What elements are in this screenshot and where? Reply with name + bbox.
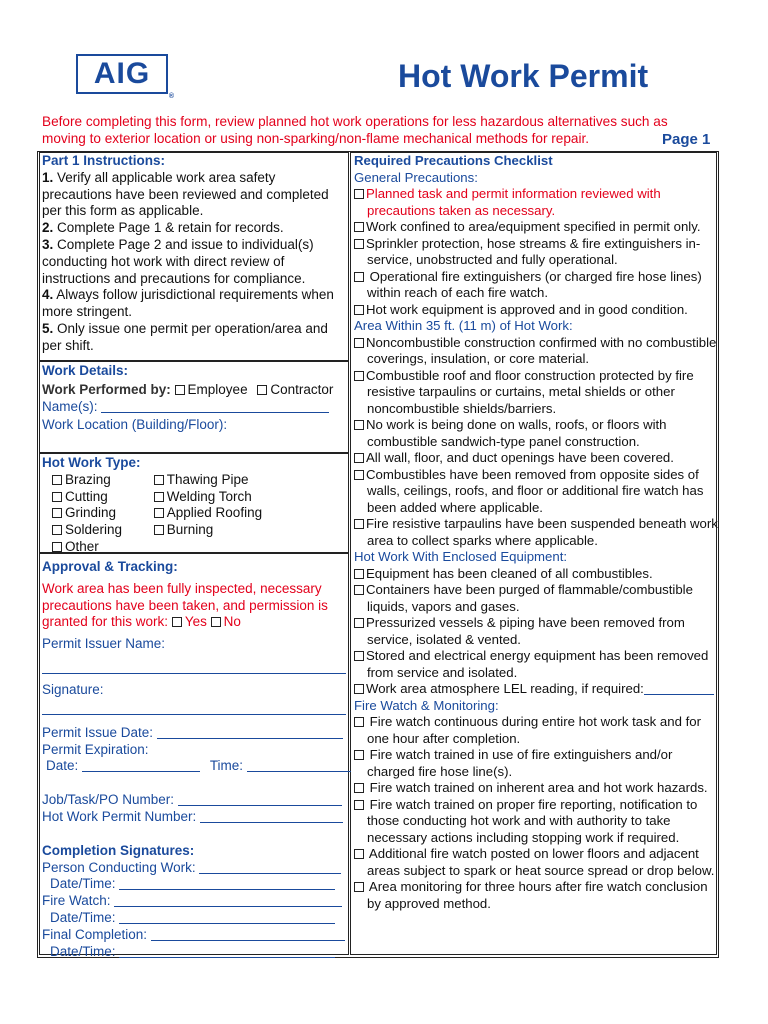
- names-label: Name(s):: [42, 398, 98, 414]
- checklist-checkbox[interactable]: [354, 569, 364, 579]
- hot-work-type-option[interactable]: [52, 522, 150, 539]
- hot-work-type-checkbox[interactable]: [52, 525, 62, 535]
- expiration-date-label: Date:: [46, 758, 79, 774]
- checklist-checkbox[interactable]: [354, 470, 364, 480]
- hot-work-type-heading: Hot Work Type:: [42, 455, 141, 470]
- issue-date-label: Permit Issue Date:: [42, 724, 154, 740]
- job-number-label: Job/Task/PO Number:: [42, 792, 175, 808]
- part1-item: [42, 321, 340, 355]
- checklist-item[interactable]: [354, 186, 718, 219]
- fire-watch-datetime-field[interactable]: [119, 910, 335, 924]
- checklist-item-text: Work area atmosphere LEL reading, if required:: [366, 681, 644, 696]
- checklist-item[interactable]: [354, 681, 718, 698]
- checklist-checkbox[interactable]: [354, 305, 364, 315]
- checklist-checkbox[interactable]: [354, 272, 364, 282]
- hot-work-type-label: Cutting: [65, 488, 108, 504]
- approval-yes-label: Yes: [184, 614, 207, 630]
- checklist-item-text: Pressurized vessels & piping have been removed from service, isolated & vented.: [366, 615, 685, 647]
- permit-number-label: Hot Work Permit Number:: [42, 808, 197, 824]
- checklist-checkbox[interactable]: [354, 222, 364, 232]
- checklist-item-text: Fire watch trained in use of fire extinguishers and/or charged fire hose line(s).: [366, 747, 673, 779]
- hot-work-type-label: Grinding: [65, 505, 117, 521]
- checklist-item[interactable]: [354, 648, 718, 681]
- final-completion-field[interactable]: [151, 927, 345, 941]
- hot-work-type-checkbox[interactable]: [52, 492, 62, 502]
- part1-item: [42, 237, 340, 287]
- hot-work-type-option[interactable]: [154, 489, 262, 506]
- checklist-checkbox[interactable]: [354, 519, 364, 529]
- logo-text: AIG: [93, 57, 151, 90]
- hot-work-type-checkbox[interactable]: [154, 525, 164, 535]
- checklist-item[interactable]: [354, 368, 718, 418]
- checklist-item-text: Combustibles have been removed from opposite sides of walls, ceilings, roofs, and floor or additional fire watch has been added where applicable.: [366, 466, 704, 515]
- expiration-date-field[interactable]: [82, 758, 200, 772]
- checklist-item-text: Combustible roof and floor construction protected by fire resistive tarpaulins or curtains, metal shields or other noncombustible shields/barriers.: [366, 367, 694, 416]
- checklist-item[interactable]: [354, 467, 718, 517]
- approval-no-label: No: [223, 614, 241, 630]
- checklist-checkbox[interactable]: [354, 189, 364, 199]
- checklist-item-text: Sprinkler protection, hose streams & fire extinguishers in-service, unobstructed and fully operational.: [366, 235, 701, 267]
- checklist-section-title: General Precautions:: [354, 169, 478, 185]
- hot-work-type-checkbox[interactable]: [52, 475, 62, 485]
- approval-yes-checkbox[interactable]: [172, 617, 182, 627]
- checklist-checkbox[interactable]: [354, 338, 364, 348]
- intro-warning: Before completing this form, review planned hot work operations for less hazardous alternatives such as moving to exterior location or using non-sparking/non-flame mechanical methods for repair.: [42, 114, 668, 146]
- fire-watch-datetime-label: Date/Time:: [50, 909, 116, 925]
- checklist-checkbox[interactable]: [354, 651, 364, 661]
- expiration-time-field[interactable]: [247, 758, 351, 772]
- checklist-item-text: Hot work equipment is approved and in good condition.: [366, 301, 688, 317]
- final-completion-label: Final Completion:: [42, 926, 148, 942]
- checklist-item-text: No work is being done on walls, roofs, or floors with combustible sandwich-type panel construction.: [366, 417, 667, 449]
- checklist-item[interactable]: [354, 780, 718, 797]
- checklist-checkbox[interactable]: [354, 750, 364, 760]
- person-datetime-label: Date/Time:: [50, 876, 116, 892]
- fire-watch-label: Fire Watch:: [42, 893, 111, 909]
- hot-work-type-option[interactable]: [154, 505, 262, 522]
- checklist-checkbox[interactable]: [354, 585, 364, 595]
- part1-item-text: Complete Page 2 and issue to individual(s) conducting hot work with direct review of instructions and precautions for compliance.: [42, 236, 314, 286]
- checklist-item[interactable]: [354, 417, 718, 450]
- hot-work-type-label: Brazing: [65, 471, 111, 487]
- contractor-checkbox[interactable]: [257, 385, 267, 395]
- checklist-checkbox[interactable]: [354, 849, 364, 859]
- checklist-item-text: Operational fire extinguishers (or charged fire hose lines) within reach of each fire watch.: [366, 268, 702, 300]
- checklist-item[interactable]: [354, 747, 718, 780]
- completion-heading: Completion Signatures:: [42, 842, 195, 858]
- checklist-section-title: Fire Watch & Monitoring:: [354, 697, 499, 713]
- hot-work-type: [42, 455, 346, 556]
- checklist-item[interactable]: [354, 450, 718, 467]
- checklist-item[interactable]: [354, 516, 718, 549]
- checklist-checkbox[interactable]: [354, 239, 364, 249]
- checklist-checkbox[interactable]: [354, 453, 364, 463]
- checklist-item[interactable]: [354, 335, 718, 368]
- hot-work-type-checkbox[interactable]: [154, 508, 164, 518]
- checklist-item-text: Work confined to area/equipment specified in permit only.: [366, 219, 701, 234]
- expiration-label: Permit Expiration:: [42, 741, 149, 757]
- checklist-checkbox[interactable]: [354, 783, 364, 793]
- checklist-section-title: Hot Work With Enclosed Equipment:: [354, 549, 568, 564]
- hot-work-type-option[interactable]: [154, 472, 262, 489]
- approval-statement: Work area has been fully inspected, necessary precautions have been taken, and permission is granted for this work:: [42, 580, 328, 630]
- logo-registered-mark: ®: [168, 93, 174, 100]
- names-field[interactable]: [101, 399, 329, 413]
- lel-reading-field[interactable]: [644, 681, 714, 695]
- checklist-checkbox[interactable]: [354, 371, 364, 381]
- part1-item-text: Always follow jurisdictional requirements when more stringent.: [42, 287, 334, 320]
- precautions-checklist: [354, 153, 718, 912]
- aig-logo: [76, 54, 174, 100]
- part1-item: [42, 170, 340, 220]
- issuer-name-field[interactable]: [42, 673, 346, 674]
- hot-work-type-checkbox[interactable]: [52, 508, 62, 518]
- approval-no-checkbox[interactable]: [211, 617, 221, 627]
- checklist-item[interactable]: [354, 269, 718, 302]
- checklist-checkbox[interactable]: [354, 717, 364, 727]
- hot-work-type-label: Thawing Pipe: [166, 471, 249, 487]
- part1-item: [42, 220, 340, 237]
- hot-work-type-label: Applied Roofing: [166, 505, 263, 521]
- fire-watch-field[interactable]: [114, 893, 342, 907]
- hot-work-type-checkbox[interactable]: [154, 492, 164, 502]
- checklist-item[interactable]: [354, 582, 718, 615]
- hot-work-type-label: Other: [65, 538, 99, 554]
- part1-item-number: 4.: [42, 287, 54, 303]
- checklist-checkbox[interactable]: [354, 420, 364, 430]
- checklist-section-title: Area Within 35 ft. (11 m) of Hot Work:: [354, 318, 573, 333]
- checklist-body: [354, 170, 718, 913]
- checklist-heading: Required Precautions Checklist: [354, 153, 553, 168]
- part1-item: [42, 287, 340, 321]
- page-number: Page 1: [662, 131, 711, 148]
- checklist-item-text: Fire resistive tarpaulins have been suspended beneath work area to collect sparks where applicable.: [366, 516, 718, 548]
- expiration-time-label: Time:: [209, 758, 244, 774]
- part1-item-text: Verify all applicable work area safety precautions have been reviewed and completed per this form as applicable.: [42, 169, 329, 219]
- checklist-item[interactable]: [354, 615, 718, 648]
- work-details-heading: Work Details:: [42, 363, 129, 378]
- checklist-item[interactable]: [354, 879, 718, 912]
- approval-heading: Approval & Tracking:: [42, 559, 178, 574]
- part1-item-number: 2.: [42, 220, 54, 236]
- part1-item-number: 1.: [42, 169, 54, 185]
- checklist-item-text: Fire watch trained on inherent area and hot work hazards.: [366, 780, 708, 795]
- part1-list: [42, 170, 340, 355]
- part1-instructions: [42, 153, 340, 355]
- checklist-item[interactable]: [354, 566, 718, 583]
- checklist-item[interactable]: [354, 797, 718, 847]
- issuer-name-label: Permit Issuer Name:: [42, 636, 166, 652]
- part1-heading: Part 1 Instructions:: [42, 153, 166, 168]
- employee-label: Employee: [187, 381, 248, 397]
- person-conducting-field[interactable]: [199, 860, 341, 874]
- checklist-item[interactable]: [354, 846, 718, 879]
- checklist-item-text: Containers have been purged of flammable/combustible liquids, vapors and gases.: [366, 582, 693, 614]
- checklist-checkbox[interactable]: [354, 618, 364, 628]
- checklist-checkbox[interactable]: [354, 800, 364, 810]
- checklist-item[interactable]: [354, 236, 718, 269]
- checklist-item[interactable]: [354, 714, 718, 747]
- checklist-checkbox[interactable]: [354, 882, 364, 892]
- checklist-checkbox[interactable]: [354, 684, 364, 694]
- hot-work-type-option[interactable]: [52, 472, 150, 489]
- hot-work-type-right-column: [154, 472, 262, 539]
- job-number-field[interactable]: [178, 792, 342, 806]
- part1-item-text: Only issue one permit per operation/area and per shift.: [42, 320, 328, 353]
- hot-work-type-label: Welding Torch: [166, 488, 252, 504]
- part1-item-number: 5.: [42, 320, 54, 336]
- checklist-item-text: Planned task and permit information reviewed with precautions taken as necessary.: [366, 186, 661, 218]
- work-details: [42, 363, 346, 434]
- hot-work-type-label: Burning: [166, 522, 214, 538]
- employee-checkbox[interactable]: [175, 385, 185, 395]
- permit-number-field[interactable]: [200, 809, 343, 823]
- hot-work-type-label: Soldering: [65, 522, 123, 538]
- checklist-item-text: Area monitoring for three hours after fire watch conclusion by approved method.: [366, 879, 708, 911]
- final-datetime-field[interactable]: [119, 944, 335, 958]
- person-conducting-label: Person Conducting Work:: [42, 859, 196, 875]
- performed-by-label: Work Performed by:: [42, 381, 171, 397]
- checklist-item-text: Equipment has been cleaned of all combustibles.: [366, 565, 653, 581]
- checklist-item[interactable]: [354, 219, 718, 236]
- hot-work-type-option[interactable]: [52, 539, 150, 556]
- approval-tracking: [42, 559, 346, 960]
- checklist-item[interactable]: [354, 302, 718, 319]
- hot-work-type-checkbox[interactable]: [154, 475, 164, 485]
- signature-field[interactable]: [42, 714, 346, 715]
- issue-date-field[interactable]: [157, 725, 343, 739]
- contractor-label: Contractor: [270, 381, 334, 397]
- final-datetime-label: Date/Time:: [50, 943, 116, 959]
- checklist-item-text: Noncombustible construction confirmed with no combustible coverings, insulation, or core material.: [366, 334, 717, 366]
- work-location-label: Work Location (Building/Floor):: [42, 417, 228, 433]
- signature-label: Signature:: [42, 681, 104, 697]
- hot-work-type-option[interactable]: [154, 522, 262, 539]
- checklist-item-text: Additional fire watch posted on lower floors and adjacent areas subject to spark or heat source spread or drop below.: [366, 846, 715, 878]
- hot-work-type-option[interactable]: [52, 489, 150, 506]
- checklist-item-text: Stored and electrical energy equipment has been removed from service and isolated.: [366, 648, 709, 680]
- part1-item-number: 3.: [42, 236, 54, 252]
- hot-work-type-left-column: [42, 472, 150, 556]
- part1-item-text: Complete Page 1 & retain for records.: [53, 220, 284, 236]
- person-datetime-field[interactable]: [119, 876, 335, 890]
- hot-work-type-checkbox[interactable]: [52, 542, 62, 552]
- hot-work-type-option[interactable]: [52, 505, 150, 522]
- page-title: Hot Work Permit: [398, 58, 649, 94]
- checklist-item-text: Fire watch continuous during entire hot work task and for one hour after completion.: [366, 714, 701, 746]
- checklist-item-text: Fire watch trained on proper fire reporting, notification to those conducting hot work and with authority to take necessary actions including stopping work if required.: [366, 796, 698, 845]
- checklist-item-text: All wall, floor, and duct openings have been covered.: [366, 450, 674, 465]
